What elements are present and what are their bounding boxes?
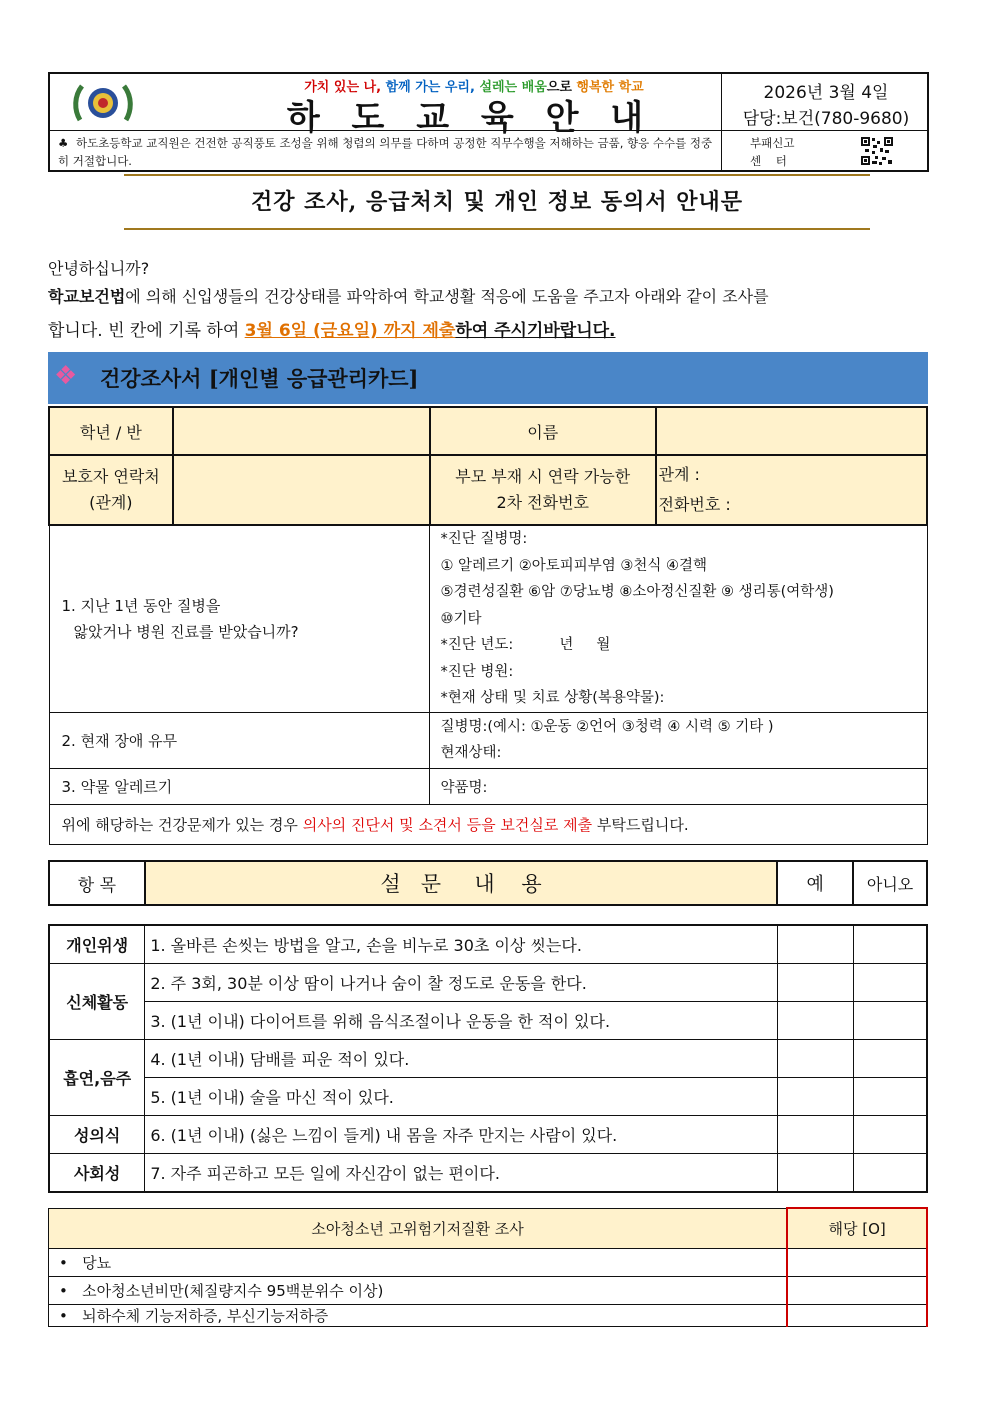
slogan-segment: 으로 [546, 80, 577, 95]
answer-line: *진단 질병명: [440, 531, 528, 547]
diagnosis-year-field: *진단 년도: 년 월 [440, 637, 611, 653]
grade-class-label: 학년 / 반 [49, 407, 173, 455]
question-text: 5. (1년 이내) 술을 마신 적이 있다. [145, 1078, 778, 1116]
secondary-label-line: 부모 부재 시 연락 가능한 [455, 467, 631, 486]
question-text: 1. 올바른 손씻는 방법을 알고, 손을 비누로 30초 이상 씻는다. [145, 925, 778, 964]
yes-header: 예 [777, 861, 853, 905]
secondary-label-line: 2차 전화번호 [496, 493, 589, 512]
intro-text: 에 의해 신입생들의 건강상태를 파악하여 학교생활 적응에 도움을 주고자 아래와 같이 조사를 [125, 287, 769, 306]
applicable-checkbox[interactable] [787, 1304, 927, 1326]
guardian-label-line: 보호자 연락처 [61, 467, 160, 486]
question-text: 2. 주 3회, 30분 이상 땀이 나거나 숨이 찰 정도로 운동을 한다. [145, 964, 778, 1002]
yes-checkbox[interactable] [777, 925, 853, 964]
question-2-label: 2. 현재 장애 유무 [49, 712, 430, 768]
risk-item: • 소아청소년비만(체질량지수 95백분위수 이상) [49, 1276, 788, 1304]
section-title: 건강조사서 [개인별 응급관리카드] [100, 366, 419, 391]
disability-type-line: 질병명:(예시: ①운동 ②언어 ③청력 ④ 시력 ⑤ 기타 ) [440, 719, 774, 735]
survey-table [48, 924, 928, 1193]
slogan-segment: 행복한 학교 [576, 80, 644, 95]
slogan-segment: 가치 있는 나, [304, 80, 386, 95]
question-1-line: 앓았거나 병원 진료를 받았습니까? [73, 622, 299, 641]
no-checkbox[interactable] [853, 1116, 927, 1154]
no-checkbox[interactable] [853, 1078, 927, 1116]
document-title-box [124, 174, 870, 230]
deadline-line [48, 316, 928, 341]
no-checkbox[interactable] [853, 964, 927, 1002]
yes-checkbox[interactable] [777, 1078, 853, 1116]
relation-field[interactable]: 관계 : [658, 465, 700, 484]
intro-line [48, 284, 928, 307]
no-checkbox[interactable] [853, 1002, 927, 1040]
risk-item: • 뇌하수체 기능저하증, 부신기능저하증 [49, 1304, 788, 1326]
disease-options: ⑤경련성질환 ⑥암 ⑦당뇨병 ⑧소아정신질환 ⑨ 생리통(여학생) [440, 584, 834, 600]
header-bottom-row [50, 130, 927, 172]
current-status-field: *현재 상태 및 치료 상황(복용약물): [440, 690, 665, 706]
yes-checkbox[interactable] [777, 1154, 853, 1193]
disease-options: ⑩기타 [440, 610, 482, 627]
header-top-row [50, 74, 927, 138]
student-name-field[interactable] [656, 407, 928, 455]
category-smoking-drinking: 흡연,음주 [49, 1040, 145, 1116]
guardian-contact-label [49, 455, 173, 525]
question-text: 7. 자주 피곤하고 모든 일에 자신감이 없는 편이다. [145, 1154, 778, 1193]
content-header: 설 문 내 용 [145, 861, 778, 905]
question-1-line: 1. 지난 1년 동안 질병을 [61, 596, 221, 615]
secondary-phone-label [430, 455, 656, 525]
survey-header-table [48, 860, 928, 906]
document-title: 건강 조사, 응급처치 및 개인 정보 동의서 안내문 [250, 189, 744, 215]
question-1-answer[interactable] [430, 525, 927, 712]
submission-note [49, 804, 927, 844]
guardian-label-line: (관계) [89, 493, 133, 512]
guardian-contact-field[interactable] [173, 455, 430, 525]
diamond-icon: ❖ [54, 361, 78, 391]
category-sexual-awareness: 성의식 [49, 1116, 145, 1154]
note-highlight: 의사의 진단서 및 소견서 등을 보건실로 제출 [302, 815, 593, 834]
high-risk-table [48, 1207, 928, 1327]
risk-item: • 당뇨 [49, 1248, 788, 1276]
contact-info: 담당:보건(780-9680) [742, 109, 910, 129]
report-center-line: 부패신고 [750, 136, 795, 150]
disability-status-line: 현재상태: [440, 745, 502, 761]
slogan-segment: 함께 가는 우리, [385, 80, 480, 95]
question-3-label: 3. 약물 알레르기 [49, 768, 430, 804]
grade-class-field[interactable] [173, 407, 430, 455]
report-center-line: 센 터 [750, 154, 787, 168]
applicable-header: 해당 [O] [787, 1208, 927, 1248]
question-text: 4. (1년 이내) 담배를 피운 적이 있다. [145, 1040, 778, 1078]
risk-item-label: 뇌하수체 기능저하증, 부신기능저하증 [82, 1306, 329, 1325]
newsletter-brand-title: 하 도 교 육 안 내 [286, 98, 654, 138]
health-card-table [48, 406, 928, 845]
integrity-pledge [58, 134, 716, 170]
question-2-answer[interactable] [430, 712, 927, 768]
risk-item-label: 소아청소년비만(체질량지수 95백분위수 이상) [82, 1281, 384, 1300]
applicable-checkbox[interactable] [787, 1248, 927, 1276]
drug-allergy-field[interactable]: 약품명: [430, 768, 927, 804]
yes-checkbox[interactable] [777, 1116, 853, 1154]
slogan-segment: 설레는 배움 [479, 80, 547, 95]
category-hygiene: 개인위생 [49, 925, 145, 964]
yes-checkbox[interactable] [777, 1002, 853, 1040]
section-header-bar [48, 352, 928, 404]
no-checkbox[interactable] [853, 925, 927, 964]
item-header: 항 목 [49, 861, 145, 905]
school-header [48, 72, 929, 172]
disease-options: ① 알레르기 ②아토피피부염 ③천식 ④결핵 [440, 557, 707, 574]
note-text: 부탁드립니다. [592, 815, 689, 834]
diagnosis-hospital-field: *진단 병원: [440, 663, 514, 680]
corruption-report-center [750, 134, 820, 170]
high-risk-title: 소아청소년 고위험기저질환 조사 [49, 1208, 788, 1248]
note-text: 위에 해당하는 건강문제가 있는 경우 [61, 815, 303, 834]
category-activity: 신체활동 [49, 964, 145, 1040]
greeting: 안녕하십니까? [48, 259, 150, 278]
clover-icon: ♣ [58, 136, 69, 150]
no-header: 아니오 [853, 861, 927, 905]
risk-item-label: 당뇨 [82, 1253, 112, 1272]
phone-field[interactable]: 전화번호 : [658, 495, 731, 514]
student-name-label: 이름 [430, 407, 656, 455]
no-checkbox[interactable] [853, 1154, 927, 1193]
question-text: 3. (1년 이내) 다이어트를 위해 음식조절이나 운동을 한 적이 있다. [145, 1002, 778, 1040]
category-sociability: 사회성 [49, 1154, 145, 1193]
deadline-date: 3월 6일 (금요일) 까지 제출 [244, 321, 456, 341]
applicable-checkbox[interactable] [787, 1276, 927, 1304]
pledge-text: 하도초등학교 교직원은 건전한 공직풍토 조성을 위해 청렴의 의무를 다하며 공정한 직무수행을 저해하는 금품, 향응 수수를 정중히 거절합니다. [58, 136, 713, 168]
question-text: 6. (1년 이내) (싫은 느낌이 들게) 내 몸을 자주 만지는 사람이 있다. [145, 1116, 778, 1154]
secondary-contact-field[interactable] [656, 455, 928, 525]
school-emblem-icon [70, 80, 136, 126]
question-1-label [49, 525, 430, 712]
no-checkbox[interactable] [853, 1040, 927, 1078]
qr-code-icon[interactable] [860, 136, 894, 166]
yes-checkbox[interactable] [777, 1040, 853, 1078]
issue-date: 2026년 3월 4일 [763, 83, 889, 103]
yes-checkbox[interactable] [777, 964, 853, 1002]
intro-text: 합니다. 빈 칸에 기록 하여 [48, 321, 245, 341]
deadline-request: 하여 주시기바랍니다. [455, 321, 616, 341]
law-name: 학교보건법 [48, 287, 126, 306]
